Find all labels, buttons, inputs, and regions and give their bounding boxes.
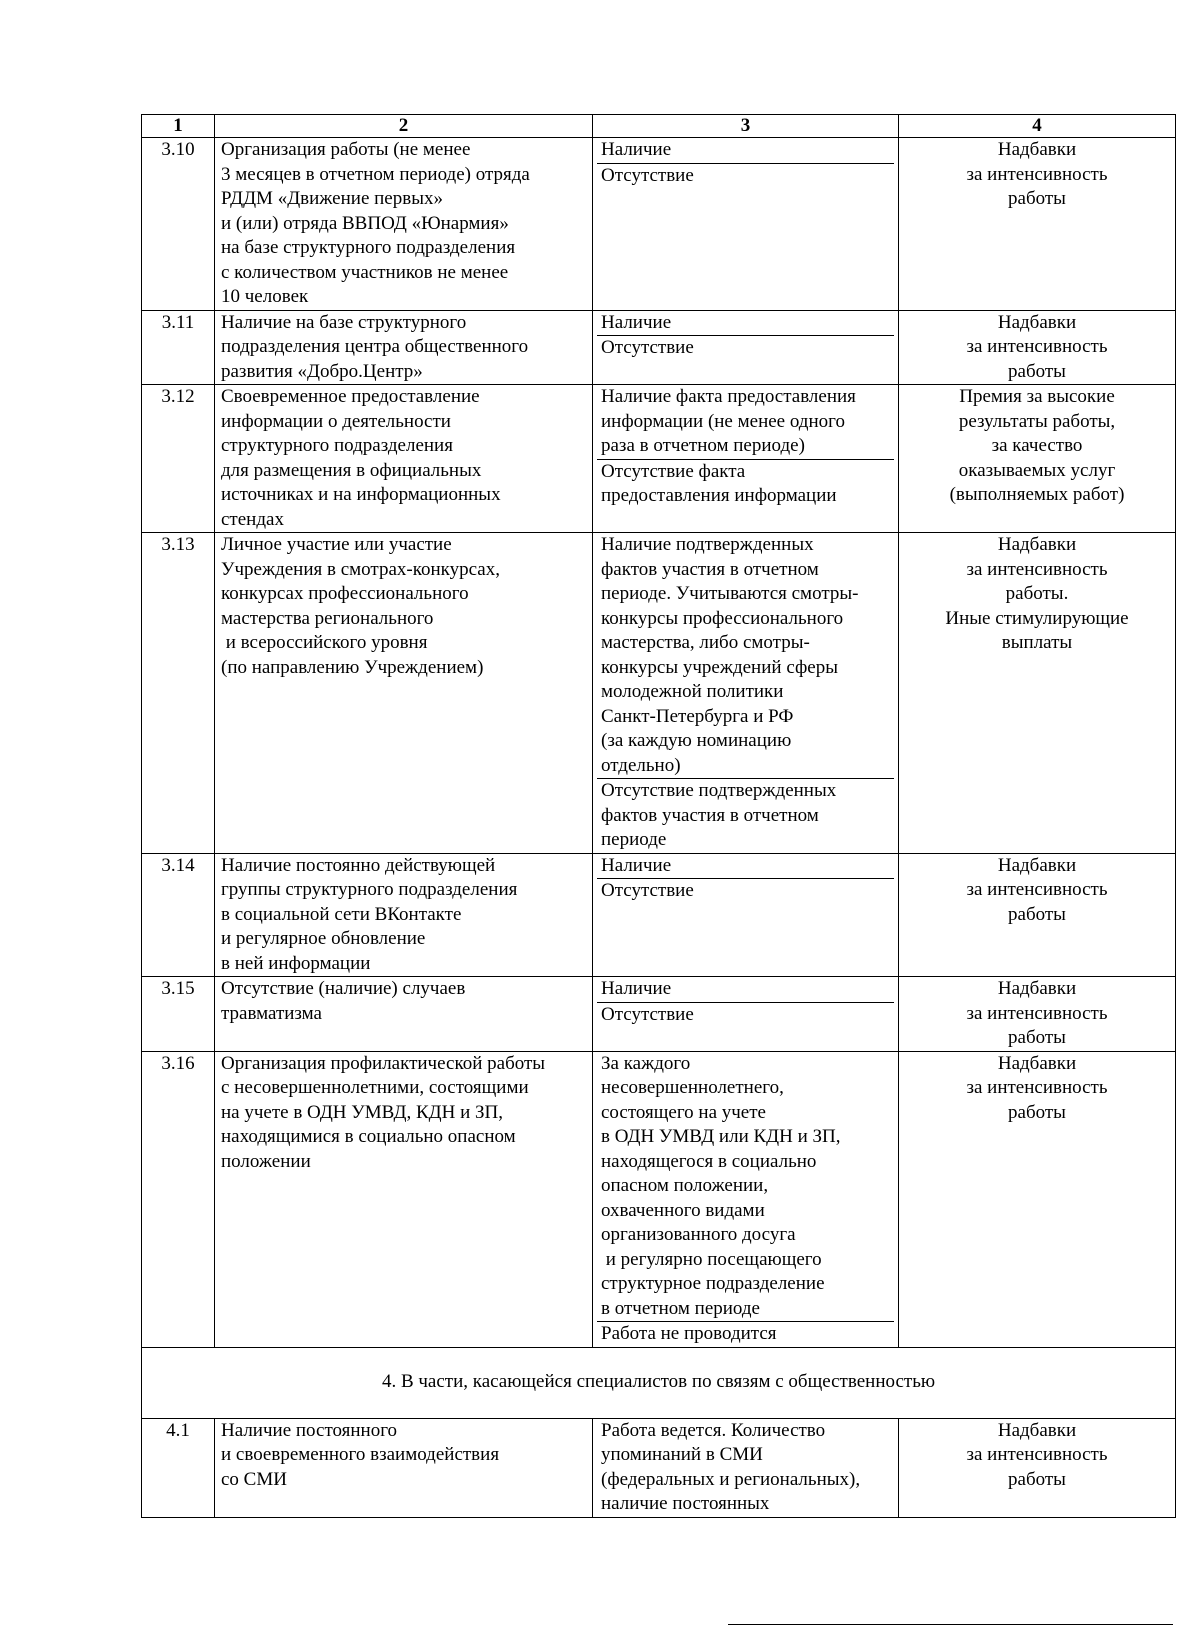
text-line: Отсутствие факта (601, 460, 746, 482)
text-line: развития «Добро.Центр» (221, 360, 423, 382)
row-number: 3.12 (142, 385, 215, 533)
text-line: охваченного видами (601, 1199, 765, 1221)
text-line: в отчетном периоде (601, 1297, 760, 1319)
value-option (597, 335, 894, 361)
text-line: РДДМ «Движение первых» (221, 188, 443, 209)
text-line: Наличие на базе структурного (221, 311, 467, 333)
text-line: организованного досуга (601, 1224, 796, 1245)
text-line: для размещения в официальных (221, 459, 482, 481)
text-line: Надбавки (997, 311, 1077, 333)
text-line: Отсутствие (наличие) случаев (221, 978, 466, 999)
text-line: Наличие факта предоставления (601, 386, 856, 407)
value-option (597, 977, 894, 1002)
row-number: 3.14 (142, 853, 215, 977)
text-line: в ОДН УМВД или КДН и ЗП, (601, 1126, 841, 1147)
text-line: со СМИ (221, 1468, 287, 1490)
value-cell (593, 1418, 899, 1517)
text-line: конкурсы учреждений сферы (601, 656, 838, 678)
criterion-cell (215, 977, 593, 1052)
text-line: Иные стимулирующие (945, 607, 1129, 629)
payment-type-cell (899, 138, 1176, 311)
row-number: 3.10 (142, 138, 215, 311)
row-number: 3.16 (142, 1051, 215, 1347)
value-option (597, 1052, 894, 1322)
text-line: (выполняемых работ) (949, 484, 1125, 505)
value-option (597, 138, 894, 163)
value-cell (593, 138, 899, 311)
text-line: За каждого (601, 1052, 691, 1074)
text-line: периоде. Учитываются смотры- (601, 583, 859, 604)
text-line: Наличие (601, 139, 672, 160)
criterion-cell (215, 533, 593, 854)
text-line: Отсутствие (601, 880, 694, 901)
value-option (597, 854, 894, 879)
table-row (142, 533, 1176, 854)
text-line: 10 человек (221, 286, 309, 307)
text-line: и своевременного взаимодействия (221, 1444, 500, 1465)
text-line: Своевременное предоставление (221, 386, 480, 407)
text-line: предоставления информации (601, 485, 837, 506)
value-cell (593, 853, 899, 977)
text-line: фактов участия в отчетном (601, 804, 819, 826)
column-header-3: 3 (593, 115, 899, 138)
text-line: информации о деятельности (221, 410, 451, 432)
criterion-cell (215, 853, 593, 977)
text-line: за интенсивность (966, 1002, 1108, 1024)
section-row (142, 1347, 1176, 1418)
text-line: Надбавки (997, 1419, 1077, 1441)
table-row (142, 1051, 1176, 1347)
text-line: отдельно) (601, 754, 681, 776)
text-line: положении (221, 1150, 311, 1172)
value-option (597, 311, 894, 336)
text-line: работы (1008, 1027, 1066, 1048)
text-line: источниках и на информационных (221, 484, 501, 505)
text-line: травматизма (221, 1002, 322, 1024)
table-row (142, 138, 1176, 311)
text-line: мастерства регионального (221, 607, 434, 629)
text-line: Организация профилактической работы (221, 1052, 546, 1074)
text-line: Надбавки (997, 978, 1077, 999)
value-option (597, 1321, 894, 1347)
text-line: структурного подразделения (221, 435, 453, 456)
text-line: Наличие (601, 854, 672, 876)
header-row (142, 115, 1176, 138)
text-line: в ней информации (221, 952, 371, 974)
text-line: на базе структурного подразделения (221, 237, 516, 258)
table-row (142, 1418, 1176, 1517)
text-line: за интенсивность (966, 163, 1108, 185)
value-cell (593, 977, 899, 1052)
text-line: раза в отчетном периоде) (601, 435, 805, 456)
text-line: работы (1008, 903, 1066, 925)
payment-type-cell (899, 853, 1176, 977)
text-line: информации (не менее одного (601, 410, 845, 432)
text-line: за интенсивность (966, 558, 1108, 580)
text-line: 3 месяцев в отчетном периоде) отряда (221, 163, 530, 185)
text-line: Отсутствие (601, 164, 694, 186)
text-line: конкурсы профессионального (601, 607, 844, 629)
criterion-cell (215, 1051, 593, 1347)
payment-type-cell (899, 1051, 1176, 1347)
value-cell (593, 1051, 899, 1347)
text-line: Наличие (601, 311, 672, 333)
footer-rule (728, 1624, 1173, 1625)
text-line: фактов участия в отчетном (601, 558, 819, 580)
payment-type-cell (899, 533, 1176, 854)
text-line: и регулярное обновление (221, 928, 426, 949)
text-line: Организация работы (не менее (221, 139, 471, 160)
value-option (597, 878, 894, 904)
text-line: оказываемых услуг (958, 459, 1116, 481)
row-number: 3.13 (142, 533, 215, 854)
text-line: результаты работы, (958, 410, 1116, 432)
text-line: и всероссийского уровня (221, 632, 428, 653)
value-option (597, 459, 894, 509)
text-line: Работа не проводится (601, 1323, 777, 1344)
column-header-1: 1 (142, 115, 215, 138)
column-header-4: 4 (899, 115, 1176, 138)
criterion-cell (215, 385, 593, 533)
text-line: Надбавки (997, 854, 1077, 876)
text-line: периоде (601, 829, 667, 850)
criterion-cell (215, 310, 593, 385)
text-line: (за каждую номинацию (601, 730, 792, 751)
text-line: работы (1008, 360, 1066, 382)
text-line: на учете в ОДН УМВД, КДН и ЗП, (221, 1101, 504, 1123)
table-row (142, 310, 1176, 385)
column-header-2: 2 (215, 115, 593, 138)
payment-type-cell (899, 977, 1176, 1052)
text-line: несовершеннолетнего, (601, 1077, 784, 1098)
value-cell (593, 533, 899, 854)
text-line: наличие постоянных (601, 1493, 770, 1514)
text-line: подразделения центра общественного (221, 336, 529, 357)
text-line: за интенсивность (966, 1444, 1108, 1465)
text-line: Личное участие или участие (221, 534, 452, 555)
text-line: Наличие (601, 978, 672, 999)
text-line: за интенсивность (966, 336, 1108, 357)
text-line: Отсутствие (601, 1003, 694, 1025)
text-line: Надбавки (997, 1052, 1077, 1074)
text-line: опасном положении, (601, 1175, 769, 1196)
text-line: Работа ведется. Количество (601, 1419, 826, 1441)
text-line: и регулярно посещающего (601, 1248, 822, 1270)
payment-type-cell (899, 385, 1176, 533)
value-option (597, 1002, 894, 1028)
value-cell (593, 385, 899, 533)
text-line: стендах (221, 508, 284, 530)
criterion-cell (215, 138, 593, 311)
value-option (597, 533, 894, 778)
text-line: структурное подразделение (601, 1273, 825, 1294)
text-line: за интенсивность (966, 879, 1108, 900)
text-line: молодежной политики (601, 681, 784, 702)
text-line: состоящего на учете (601, 1101, 766, 1123)
text-line: находящимися в социально опасном (221, 1126, 516, 1147)
text-line: Премия за высокие (959, 386, 1115, 407)
text-line: Санкт-Петербурга и РФ (601, 705, 794, 727)
text-line: Отсутствие подтвержденных (601, 780, 837, 801)
payment-type-cell (899, 1418, 1176, 1517)
value-option (597, 778, 894, 853)
table-row (142, 853, 1176, 977)
text-line: (по направлению Учреждением) (221, 656, 484, 678)
row-number: 3.11 (142, 310, 215, 385)
text-line: работы. (1005, 583, 1069, 604)
text-line: за качество (991, 435, 1083, 456)
text-line: находящегося в социально (601, 1150, 817, 1172)
text-line: мастерства, либо смотры- (601, 632, 810, 653)
document-page (141, 114, 1175, 1518)
table-row (142, 385, 1176, 533)
text-line: Надбавки (997, 534, 1077, 555)
text-line: конкурсах профессионального (221, 583, 469, 604)
row-number: 3.15 (142, 977, 215, 1052)
text-line: Наличие постоянного (221, 1419, 398, 1441)
criteria-table (141, 114, 1176, 1518)
table-row (142, 977, 1176, 1052)
row-number: 4.1 (142, 1418, 215, 1517)
payment-type-cell (899, 310, 1176, 385)
text-line: Наличие постоянно действующей (221, 854, 496, 876)
value-cell (593, 310, 899, 385)
text-line: Наличие подтвержденных (601, 534, 814, 555)
value-option (597, 163, 894, 189)
text-line: с несовершеннолетними, состоящими (221, 1077, 529, 1098)
text-line: выплаты (1001, 632, 1073, 653)
text-line: в социальной сети ВКонтакте (221, 903, 462, 925)
section-title: 4. В части, касающейся специалистов по связям с общественностью (142, 1347, 1176, 1418)
text-line: работы (1008, 188, 1066, 209)
value-option (597, 385, 894, 459)
text-line: и (или) отряда ВВПОД «Юнармия» (221, 212, 509, 234)
text-line: группы структурного подразделения (221, 879, 518, 900)
text-line: Надбавки (997, 139, 1077, 160)
text-line: упоминаний в СМИ (601, 1444, 763, 1465)
value-option (597, 1419, 894, 1517)
text-line: Отсутствие (601, 337, 694, 358)
text-line: Учреждения в смотрах-конкурсах, (221, 558, 500, 580)
text-line: (федеральных и региональных), (601, 1468, 861, 1490)
text-line: работы (1008, 1468, 1066, 1490)
text-line: за интенсивность (966, 1077, 1108, 1098)
text-line: работы (1008, 1101, 1066, 1123)
criterion-cell (215, 1418, 593, 1517)
text-line: с количеством участников не менее (221, 261, 509, 283)
